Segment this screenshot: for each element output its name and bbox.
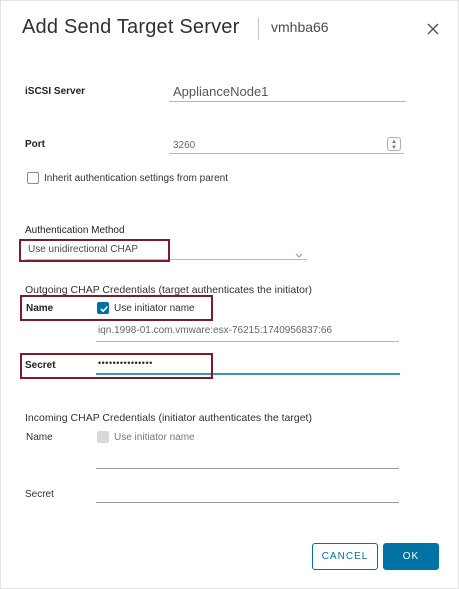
outgoing-name-field[interactable]: [96, 323, 399, 342]
outgoing-name-label: Name: [26, 303, 54, 314]
outgoing-use-initiator-label: Use initiator name: [114, 303, 195, 314]
incoming-use-initiator-label: Use initiator name: [114, 432, 195, 443]
iscsi-server-input[interactable]: [169, 82, 406, 102]
title-divider: [258, 18, 259, 40]
cancel-button[interactable]: CANCEL: [312, 543, 378, 570]
outgoing-chap-title: Outgoing CHAP Credentials (target authenticates the initiator): [25, 284, 312, 296]
inherit-label: Inherit authentication settings from parent: [44, 173, 228, 184]
dialog-subtitle: vmhba66: [271, 19, 329, 35]
port-input[interactable]: [169, 137, 404, 154]
close-icon[interactable]: [423, 19, 443, 39]
auth-method-value: Use unidirectional CHAP: [28, 244, 139, 255]
outgoing-name-value: iqn.1998-01.com.vmware:esx-76215:1740956837:66: [98, 325, 333, 336]
chevron-down-icon: [295, 246, 303, 264]
incoming-name-label: Name: [26, 432, 53, 443]
outgoing-secret-label: Secret: [25, 360, 56, 371]
inherit-checkbox[interactable]: [27, 172, 39, 184]
port-stepper[interactable]: [387, 137, 401, 151]
auth-method-label: Authentication Method: [25, 225, 125, 236]
incoming-secret-label: Secret: [25, 489, 54, 500]
outgoing-use-initiator-checkbox[interactable]: [97, 302, 109, 314]
incoming-use-initiator-checkbox[interactable]: [97, 431, 109, 443]
incoming-name-input[interactable]: [96, 451, 399, 469]
ok-button[interactable]: OK: [383, 543, 439, 570]
outgoing-secret-value: •••••••••••••••: [98, 358, 153, 368]
auth-method-select[interactable]: [25, 241, 307, 260]
incoming-secret-input[interactable]: [96, 485, 399, 503]
dialog-title: Add Send Target Server: [22, 16, 240, 38]
chevron-up-icon[interactable]: ▲: [391, 139, 397, 145]
outgoing-secret-input[interactable]: [96, 357, 400, 375]
chevron-down-icon[interactable]: ▼: [391, 145, 397, 151]
port-label: Port: [25, 139, 45, 150]
iscsi-server-label: iSCSI Server: [25, 86, 86, 97]
incoming-chap-title: Incoming CHAP Credentials (initiator authenticates the target): [25, 412, 312, 424]
